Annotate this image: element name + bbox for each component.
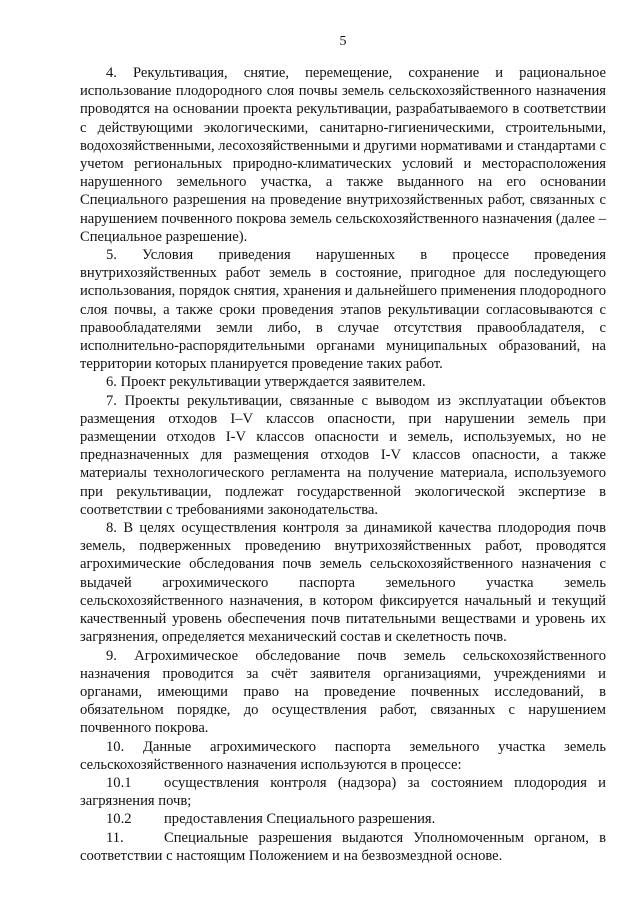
subitem-number: 11. [106, 829, 124, 846]
paragraph-8: 8. В целях осуществления контроля за динамикой качества плодородия почв земель, подверженных проведению внутрихозяйственных работ, проводятся агрохимические обследования почв земель сельскохозяйственного назначения с выдачей агрохимического паспорта земельного участка земель сельскохозяйственного назначения, в котором фиксируется начальный и текущий качественный уровень обеспечения почв питательными веществами и уровень их загрязнения, определяется механический состав и скелетность почв. [80, 520, 606, 646]
subitem-10-1 [80, 774, 606, 810]
paragraph-6: 6. Проект рекультивации утверждается заявителем. [106, 374, 426, 391]
subitem-number: 10.2 [106, 811, 132, 828]
subitem-text: предоставления Специального разрешения. [164, 811, 436, 828]
paragraph-9: 9. Агрохимическое обследование почв земель сельскохозяйственного назначения проводится за счёт заявителя организациями, учреждениями и органами, имеющими право на проведение почвенных исследований, в обязательном порядке, до осуществления работ, связанных с нарушением почвенного покрова. [80, 647, 606, 737]
paragraph-10: 10. Данные агрохимического паспорта земельного участка земель сельскохозяйственного назначения используются в процессе: [80, 738, 606, 773]
subitem-text: осуществления контроля (надзора) за состоянием плодородия и загрязнения почв; [80, 774, 606, 810]
paragraph-4: 4. Рекультивация, снятие, перемещение, сохранение и рациональное использование плодородного слоя почвы земель сельскохозяйственного назначения проводятся на основании проекта рекультивации, разрабатываемого в соответствии с действующими экологическими, санитарно-гигиеническими, строительными, водохозяйственными, лесохозяйственными и другими нормативами и стандартами с учетом региональных природно-климатических условий и месторасположения нарушенного земельного участка, а также выданного на его основании Специального разрешения на проведение внутрихозяйственных работ, связанных с нарушением почвенного покрова земель сельскохозяйственного назначения (далее – Специальное разрешение). [80, 65, 606, 245]
page-number: 5 [339, 34, 347, 49]
paragraph-11 [80, 829, 606, 865]
subitem-text: Специальные разрешения выдаются Уполномоченным органом, в соответствии с настоящим Положением и на безвозмездной основе. [80, 829, 606, 864]
paragraph-7: 7. Проекты рекультивации, связанные с выводом из эксплуатации объектов размещения отходов I–V классов опасности, при нарушении земель при размещении отходов I-V классов опасности и земель, используемых, но не предназначенных для размещения отходов I-V классов опасности, а также материалы технологического регламента на получение материала, используемого при рекультивации, подлежат государственной экологической экспертизе в соответствии с требованиями законодательства. [80, 392, 606, 518]
paragraph-5: 5. Условия приведения нарушенных в процессе проведения внутрихозяйственных работ земель в состояние, пригодное для последующего использования, порядок снятия, хранения и дальнейшего применения плодородного слоя почвы, а также сроки проведения этапов рекультивации согласовываются с правообладателями земли либо, в случае отсутствия правообладателя, с исполнительно-распорядительными органами муниципальных образований, на территории которых планируется проведение таких работ. [80, 247, 606, 373]
subitem-number: 10.1 [106, 774, 132, 791]
subitem-10-2 [80, 810, 606, 828]
